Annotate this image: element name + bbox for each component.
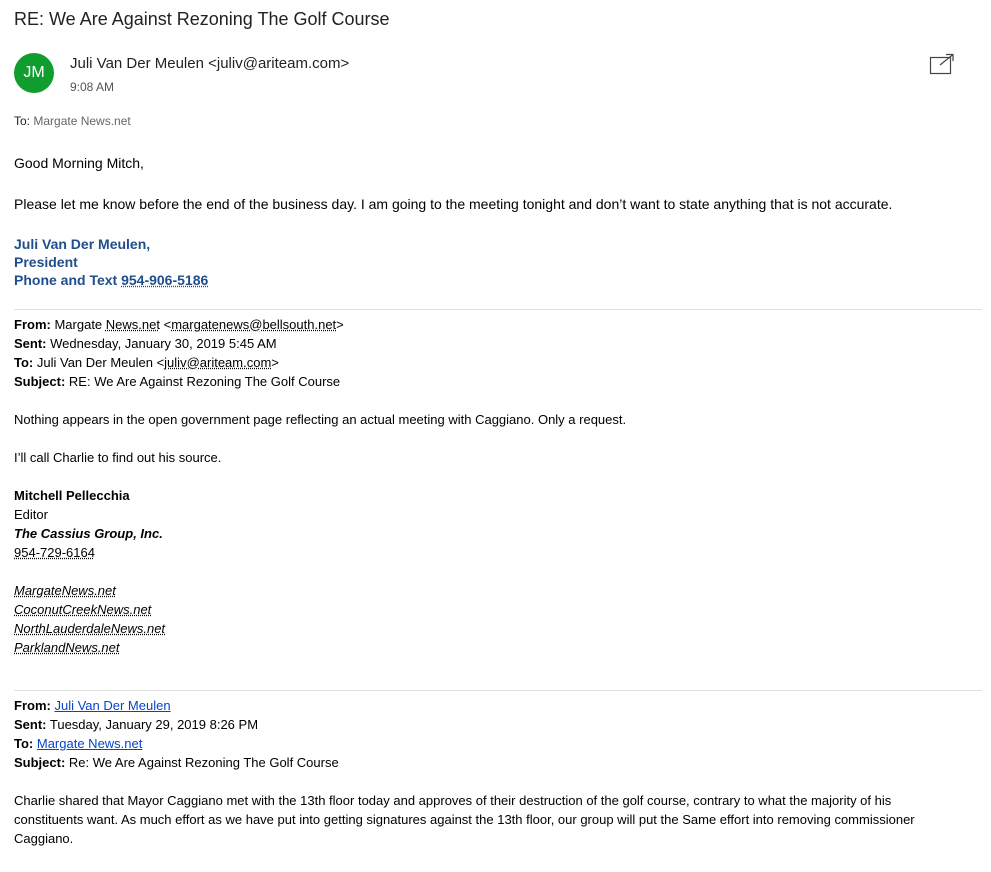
received-time: 9:08 AM bbox=[70, 80, 115, 94]
quote1-from-bracket-close: > bbox=[336, 317, 344, 332]
quote1-from-bracket: < bbox=[159, 317, 172, 332]
quote2-paragraph-line: Charlie shared that Mayor Caggiano met with the 13th floor today and approves of their destruction of the golf course, contrary to what the majority of his bbox=[14, 793, 892, 808]
quote1-to-text: Juli Van Der Meulen < bbox=[36, 355, 165, 370]
quote2-to-label: To: bbox=[14, 736, 34, 751]
quote2-sent-label: Sent: bbox=[14, 717, 47, 732]
quote1-subject-label: Subject: bbox=[14, 374, 66, 389]
quote2-subject-line bbox=[14, 755, 339, 770]
quote2-sent-value: Tuesday, January 29, 2019 8:26 PM bbox=[49, 717, 259, 732]
quote2-sent-line bbox=[14, 717, 258, 732]
quote1-paragraph: Nothing appears in the open government page reflecting an actual meeting with Caggiano. Only a request. bbox=[14, 412, 627, 427]
quote1-signature-role: Editor bbox=[14, 507, 48, 522]
site-link-row bbox=[14, 621, 165, 636]
sender-name[interactable]: Juli Van Der Meulen <juliv@ariteam.com> bbox=[70, 55, 350, 72]
quote1-paragraph: I’ll call Charlie to find out his source. bbox=[14, 450, 222, 465]
quote2-subject-value: Re: We Are Against Rezoning The Golf Course bbox=[68, 755, 339, 770]
site-link[interactable]: MargateNews.net bbox=[14, 583, 116, 598]
quote1-from-line bbox=[14, 317, 344, 332]
site-link-row bbox=[14, 602, 151, 617]
quote2-from-label: From: bbox=[14, 698, 51, 713]
site-link-row bbox=[14, 640, 120, 655]
open-in-new-window-icon bbox=[929, 53, 955, 75]
quote1-to-email[interactable]: juliv@ariteam.com bbox=[164, 355, 272, 370]
quote1-signature-phone bbox=[14, 545, 95, 560]
quote1-signature-name-text: Mitchell Pellecchia bbox=[14, 488, 130, 503]
site-link[interactable]: CoconutCreekNews.net bbox=[14, 602, 152, 617]
message-line: Please let me know before the end of the business day. I am going to the meeting tonight and don’t want to state anything that is not accurate. bbox=[14, 196, 893, 212]
quote1-to-label: To: bbox=[14, 355, 34, 370]
quote2-subject-label: Subject: bbox=[14, 755, 66, 770]
quote1-subject-value: RE: We Are Against Rezoning The Golf Course bbox=[68, 374, 341, 389]
quote1-signature-company-text: The Cassius Group, Inc. bbox=[14, 526, 163, 541]
quote2-from-link[interactable]: Juli Van Der Meulen bbox=[54, 698, 171, 713]
divider bbox=[14, 309, 982, 310]
divider bbox=[14, 690, 982, 691]
open-in-new-window-button[interactable] bbox=[929, 53, 955, 75]
quote2-to-line bbox=[14, 736, 142, 751]
quote1-sent-line bbox=[14, 336, 277, 351]
to-recipient[interactable]: Margate News.net bbox=[33, 114, 131, 128]
site-link[interactable]: NorthLauderdaleNews.net bbox=[14, 621, 166, 636]
quote1-signature-name bbox=[14, 488, 130, 503]
quote1-from-email[interactable]: margatenews@bellsouth.net bbox=[171, 317, 337, 332]
quote1-from-link[interactable]: News.net bbox=[105, 317, 160, 332]
quote1-sent-value: Wednesday, January 30, 2019 5:45 AM bbox=[50, 336, 277, 351]
signature-phone-label: Phone and Text bbox=[14, 272, 122, 288]
signature-phone-line bbox=[14, 272, 208, 288]
quote2-paragraph-line: Caggiano. bbox=[14, 831, 74, 846]
site-link[interactable]: ParklandNews.net bbox=[14, 640, 120, 655]
quote1-signature-phone-link[interactable]: 954-729-6164 bbox=[14, 545, 95, 560]
signature-name: Juli Van Der Meulen, bbox=[14, 236, 151, 252]
quote1-sent-label: Sent: bbox=[14, 336, 47, 351]
quote2-to-link[interactable]: Margate News.net bbox=[36, 736, 143, 751]
email-subject: RE: We Are Against Rezoning The Golf Course bbox=[14, 9, 390, 29]
quote1-subject-line bbox=[14, 374, 340, 389]
quote2-from-line bbox=[14, 698, 171, 713]
quote1-from-text: Margate bbox=[54, 317, 106, 332]
greeting: Good Morning Mitch, bbox=[14, 155, 144, 171]
avatar-initials: JM bbox=[23, 64, 45, 81]
quote1-signature-company bbox=[14, 526, 163, 541]
to-label: To: bbox=[14, 114, 31, 128]
quote1-to-bracket-close: > bbox=[271, 355, 279, 370]
quote1-to-line bbox=[14, 355, 279, 370]
signature-phone-link[interactable]: 954-906-5186 bbox=[121, 272, 209, 288]
signature-title: President bbox=[14, 254, 78, 270]
site-link-row bbox=[14, 583, 116, 598]
quote1-from-label: From: bbox=[14, 317, 51, 332]
to-line bbox=[14, 114, 131, 128]
sender-avatar[interactable] bbox=[14, 53, 54, 93]
quote2-paragraph-line: constituents want. As much effort as we have put into getting signatures against the 13th floor, our group will put the Same effort into removing commissioner bbox=[14, 812, 915, 827]
